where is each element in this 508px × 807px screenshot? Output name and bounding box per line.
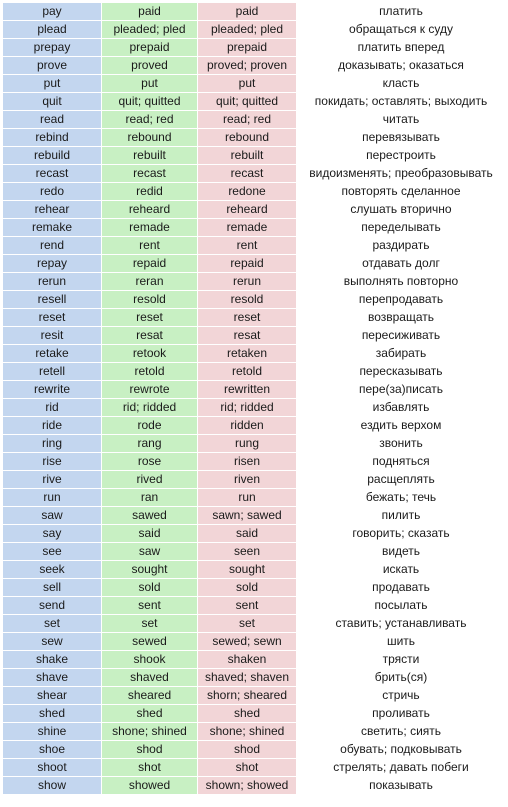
- past-participle-cell: pleaded; pled: [198, 21, 297, 39]
- past-participle-cell: sawn; sawed: [198, 507, 297, 525]
- past-simple-cell: saw: [102, 543, 198, 561]
- past-simple-cell: shod: [102, 741, 198, 759]
- translation-cell: платить: [297, 3, 506, 21]
- table-row: [3, 597, 506, 615]
- past-simple-cell: showed: [102, 777, 198, 795]
- past-participle-cell: said: [198, 525, 297, 543]
- past-participle-cell: shone; shined: [198, 723, 297, 741]
- table-row: [3, 327, 506, 345]
- table-row: [3, 201, 506, 219]
- past-participle-cell: rid; ridded: [198, 399, 297, 417]
- table-row: [3, 741, 506, 759]
- past-simple-cell: sold: [102, 579, 198, 597]
- past-participle-cell: resold: [198, 291, 297, 309]
- table-row: [3, 777, 506, 795]
- table-row: [3, 561, 506, 579]
- translation-cell: платить вперед: [297, 39, 506, 57]
- translation-cell: звонить: [297, 435, 506, 453]
- table-row: [3, 687, 506, 705]
- translation-cell: повторять сделанное: [297, 183, 506, 201]
- table-row: [3, 237, 506, 255]
- past-simple-cell: reran: [102, 273, 198, 291]
- translation-cell: подняться: [297, 453, 506, 471]
- past-participle-cell: reheard: [198, 201, 297, 219]
- past-simple-cell: sent: [102, 597, 198, 615]
- table-row: [3, 543, 506, 561]
- table-row: [3, 471, 506, 489]
- base-form-cell: rerun: [3, 273, 102, 291]
- base-form-cell: retell: [3, 363, 102, 381]
- table-row: [3, 363, 506, 381]
- translation-cell: раздирать: [297, 237, 506, 255]
- table-row: [3, 417, 506, 435]
- base-form-cell: resell: [3, 291, 102, 309]
- translation-cell: светить; сиять: [297, 723, 506, 741]
- past-simple-cell: sewed: [102, 633, 198, 651]
- translation-cell: слушать вторично: [297, 201, 506, 219]
- base-form-cell: see: [3, 543, 102, 561]
- base-form-cell: plead: [3, 21, 102, 39]
- table-row: [3, 129, 506, 147]
- translation-cell: возвращать: [297, 309, 506, 327]
- past-simple-cell: reset: [102, 309, 198, 327]
- table-row: [3, 489, 506, 507]
- past-participle-cell: prepaid: [198, 39, 297, 57]
- translation-cell: показывать: [297, 777, 506, 795]
- past-simple-cell: rid; ridded: [102, 399, 198, 417]
- translation-cell: обращаться к суду: [297, 21, 506, 39]
- past-simple-cell: said: [102, 525, 198, 543]
- translation-cell: расщеплять: [297, 471, 506, 489]
- past-participle-cell: quit; quitted: [198, 93, 297, 111]
- translation-cell: шить: [297, 633, 506, 651]
- translation-cell: покидать; оставлять; выходить: [297, 93, 506, 111]
- base-form-cell: rewrite: [3, 381, 102, 399]
- translation-cell: перестроить: [297, 147, 506, 165]
- table-row: [3, 579, 506, 597]
- table-row: [3, 507, 506, 525]
- table-row: [3, 57, 506, 75]
- base-form-cell: shave: [3, 669, 102, 687]
- past-simple-cell: put: [102, 75, 198, 93]
- past-simple-cell: sawed: [102, 507, 198, 525]
- translation-cell: читать: [297, 111, 506, 129]
- past-participle-cell: retaken: [198, 345, 297, 363]
- past-participle-cell: run: [198, 489, 297, 507]
- translation-cell: обувать; подковывать: [297, 741, 506, 759]
- base-form-cell: resit: [3, 327, 102, 345]
- base-form-cell: shear: [3, 687, 102, 705]
- base-form-cell: sell: [3, 579, 102, 597]
- table-row: [3, 291, 506, 309]
- base-form-cell: rise: [3, 453, 102, 471]
- table-row: [3, 381, 506, 399]
- past-simple-cell: repaid: [102, 255, 198, 273]
- table-row: [3, 435, 506, 453]
- table-row: [3, 399, 506, 417]
- translation-cell: избавлять: [297, 399, 506, 417]
- past-simple-cell: shaved: [102, 669, 198, 687]
- base-form-cell: shed: [3, 705, 102, 723]
- past-participle-cell: shown; showed: [198, 777, 297, 795]
- past-participle-cell: remade: [198, 219, 297, 237]
- table-row: [3, 165, 506, 183]
- translation-cell: ставить; устанавливать: [297, 615, 506, 633]
- table-row: [3, 21, 506, 39]
- table-row: [3, 3, 506, 21]
- past-simple-cell: sought: [102, 561, 198, 579]
- past-simple-cell: shot: [102, 759, 198, 777]
- base-form-cell: ring: [3, 435, 102, 453]
- base-form-cell: rebuild: [3, 147, 102, 165]
- translation-cell: пересиживать: [297, 327, 506, 345]
- past-simple-cell: shone; shined: [102, 723, 198, 741]
- table-row: [3, 633, 506, 651]
- past-participle-cell: shed: [198, 705, 297, 723]
- base-form-cell: rebind: [3, 129, 102, 147]
- past-participle-cell: rebound: [198, 129, 297, 147]
- past-simple-cell: rose: [102, 453, 198, 471]
- table-row: [3, 273, 506, 291]
- past-simple-cell: resold: [102, 291, 198, 309]
- translation-cell: стрелять; давать побеги: [297, 759, 506, 777]
- base-form-cell: saw: [3, 507, 102, 525]
- past-simple-cell: rebuilt: [102, 147, 198, 165]
- base-form-cell: quit: [3, 93, 102, 111]
- past-participle-cell: sought: [198, 561, 297, 579]
- past-simple-cell: ran: [102, 489, 198, 507]
- table-row: [3, 111, 506, 129]
- past-participle-cell: sold: [198, 579, 297, 597]
- table-row: [3, 345, 506, 363]
- past-simple-cell: shook: [102, 651, 198, 669]
- translation-cell: стричь: [297, 687, 506, 705]
- past-simple-cell: sheared: [102, 687, 198, 705]
- translation-cell: пере(за)писать: [297, 381, 506, 399]
- past-simple-cell: rang: [102, 435, 198, 453]
- translation-cell: забирать: [297, 345, 506, 363]
- base-form-cell: set: [3, 615, 102, 633]
- past-participle-cell: seen: [198, 543, 297, 561]
- base-form-cell: show: [3, 777, 102, 795]
- translation-cell: пилить: [297, 507, 506, 525]
- table-row: [3, 705, 506, 723]
- translation-cell: доказывать; оказаться: [297, 57, 506, 75]
- past-participle-cell: retold: [198, 363, 297, 381]
- past-simple-cell: prepaid: [102, 39, 198, 57]
- table-row: [3, 219, 506, 237]
- past-participle-cell: rung: [198, 435, 297, 453]
- base-form-cell: say: [3, 525, 102, 543]
- past-participle-cell: shod: [198, 741, 297, 759]
- base-form-cell: recast: [3, 165, 102, 183]
- past-participle-cell: reset: [198, 309, 297, 327]
- past-participle-cell: repaid: [198, 255, 297, 273]
- table-row: [3, 759, 506, 777]
- base-form-cell: rive: [3, 471, 102, 489]
- translation-cell: брить(ся): [297, 669, 506, 687]
- base-form-cell: retake: [3, 345, 102, 363]
- base-form-cell: prepay: [3, 39, 102, 57]
- past-participle-cell: resat: [198, 327, 297, 345]
- base-form-cell: send: [3, 597, 102, 615]
- table-row: [3, 615, 506, 633]
- past-simple-cell: redid: [102, 183, 198, 201]
- past-participle-cell: shot: [198, 759, 297, 777]
- base-form-cell: sew: [3, 633, 102, 651]
- past-simple-cell: proved: [102, 57, 198, 75]
- past-simple-cell: rode: [102, 417, 198, 435]
- past-simple-cell: pleaded; pled: [102, 21, 198, 39]
- base-form-cell: repay: [3, 255, 102, 273]
- past-simple-cell: retook: [102, 345, 198, 363]
- past-simple-cell: rived: [102, 471, 198, 489]
- past-simple-cell: rebound: [102, 129, 198, 147]
- past-simple-cell: rewrote: [102, 381, 198, 399]
- irregular-verbs-table: [2, 2, 506, 795]
- base-form-cell: remake: [3, 219, 102, 237]
- translation-cell: перепродавать: [297, 291, 506, 309]
- base-form-cell: put: [3, 75, 102, 93]
- base-form-cell: run: [3, 489, 102, 507]
- past-participle-cell: rent: [198, 237, 297, 255]
- translation-cell: перевязывать: [297, 129, 506, 147]
- translation-cell: переделывать: [297, 219, 506, 237]
- translation-cell: проливать: [297, 705, 506, 723]
- table-row: [3, 723, 506, 741]
- past-participle-cell: rerun: [198, 273, 297, 291]
- past-participle-cell: put: [198, 75, 297, 93]
- past-participle-cell: redone: [198, 183, 297, 201]
- table-row: [3, 669, 506, 687]
- past-simple-cell: shed: [102, 705, 198, 723]
- table-row: [3, 75, 506, 93]
- table-row: [3, 147, 506, 165]
- translation-cell: продавать: [297, 579, 506, 597]
- base-form-cell: redo: [3, 183, 102, 201]
- translation-cell: класть: [297, 75, 506, 93]
- past-participle-cell: sent: [198, 597, 297, 615]
- translation-cell: пересказывать: [297, 363, 506, 381]
- table-row: [3, 39, 506, 57]
- base-form-cell: shine: [3, 723, 102, 741]
- verb-table-body: [3, 3, 506, 795]
- past-participle-cell: recast: [198, 165, 297, 183]
- past-simple-cell: recast: [102, 165, 198, 183]
- table-row: [3, 309, 506, 327]
- base-form-cell: reset: [3, 309, 102, 327]
- past-participle-cell: shaved; shaven: [198, 669, 297, 687]
- past-simple-cell: quit; quitted: [102, 93, 198, 111]
- past-participle-cell: proved; proven: [198, 57, 297, 75]
- translation-cell: бежать; течь: [297, 489, 506, 507]
- table-row: [3, 453, 506, 471]
- base-form-cell: rid: [3, 399, 102, 417]
- base-form-cell: prove: [3, 57, 102, 75]
- base-form-cell: ride: [3, 417, 102, 435]
- past-simple-cell: remade: [102, 219, 198, 237]
- past-simple-cell: read; red: [102, 111, 198, 129]
- table-row: [3, 183, 506, 201]
- past-participle-cell: rebuilt: [198, 147, 297, 165]
- translation-cell: посылать: [297, 597, 506, 615]
- table-row: [3, 255, 506, 273]
- base-form-cell: pay: [3, 3, 102, 21]
- translation-cell: трясти: [297, 651, 506, 669]
- past-participle-cell: shorn; sheared: [198, 687, 297, 705]
- past-participle-cell: read; red: [198, 111, 297, 129]
- translation-cell: говорить; сказать: [297, 525, 506, 543]
- base-form-cell: rend: [3, 237, 102, 255]
- past-simple-cell: retold: [102, 363, 198, 381]
- past-simple-cell: rent: [102, 237, 198, 255]
- translation-cell: видеть: [297, 543, 506, 561]
- table-row: [3, 525, 506, 543]
- past-simple-cell: paid: [102, 3, 198, 21]
- base-form-cell: rehear: [3, 201, 102, 219]
- base-form-cell: shoe: [3, 741, 102, 759]
- translation-cell: ездить верхом: [297, 417, 506, 435]
- past-participle-cell: shaken: [198, 651, 297, 669]
- table-row: [3, 651, 506, 669]
- past-participle-cell: riven: [198, 471, 297, 489]
- past-participle-cell: rewritten: [198, 381, 297, 399]
- past-participle-cell: ridden: [198, 417, 297, 435]
- past-simple-cell: resat: [102, 327, 198, 345]
- base-form-cell: shoot: [3, 759, 102, 777]
- past-participle-cell: risen: [198, 453, 297, 471]
- translation-cell: отдавать долг: [297, 255, 506, 273]
- base-form-cell: shake: [3, 651, 102, 669]
- base-form-cell: seek: [3, 561, 102, 579]
- past-simple-cell: reheard: [102, 201, 198, 219]
- past-participle-cell: paid: [198, 3, 297, 21]
- past-participle-cell: sewed; sewn: [198, 633, 297, 651]
- base-form-cell: read: [3, 111, 102, 129]
- translation-cell: искать: [297, 561, 506, 579]
- past-participle-cell: set: [198, 615, 297, 633]
- past-simple-cell: set: [102, 615, 198, 633]
- table-row: [3, 93, 506, 111]
- translation-cell: видоизменять; преобразовывать: [297, 165, 506, 183]
- translation-cell: выполнять повторно: [297, 273, 506, 291]
